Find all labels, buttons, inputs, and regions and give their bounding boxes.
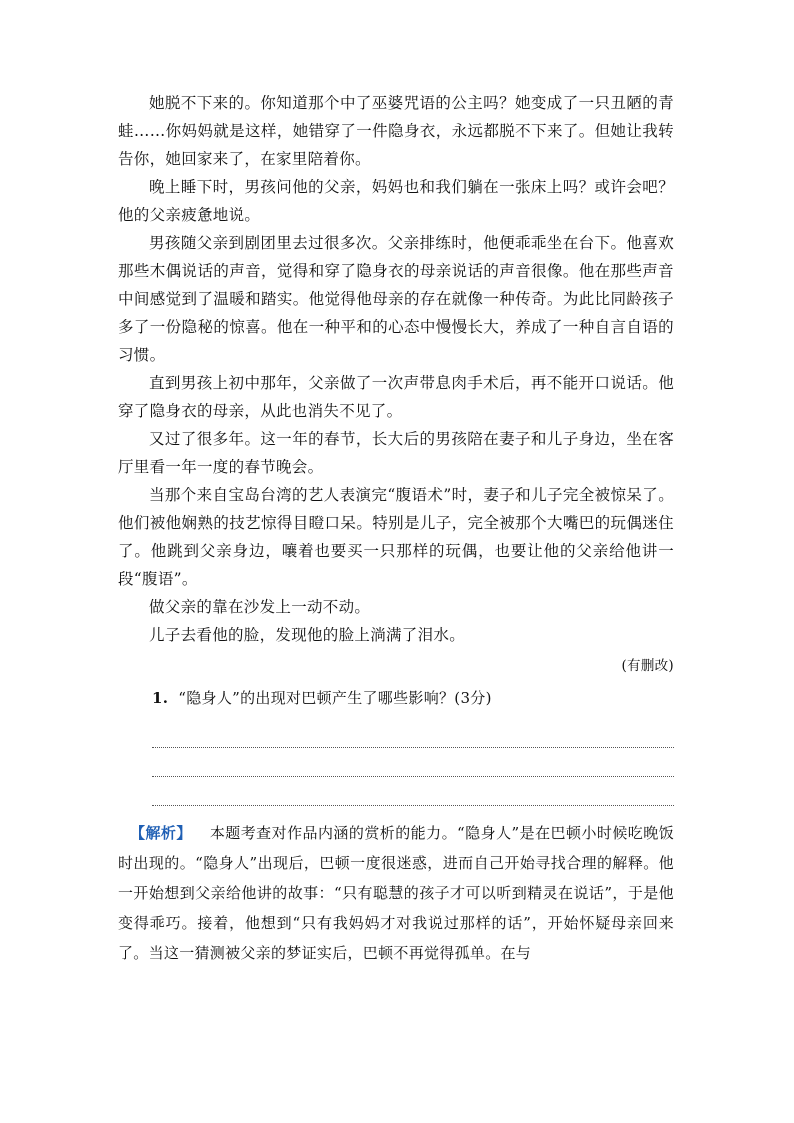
question-1 — [118, 683, 674, 713]
passage-paragraph-2: 晚上睡下时，男孩问他的父亲，妈妈也和我们躺在一张床上吗？或许会吧？他的父亲疲惫地说。 — [118, 178, 674, 224]
analysis-tag: 【解析】 — [130, 824, 192, 842]
passage-paragraph-6: 当那个来自宝岛台湾的艺人表演完“腹语术”时，妻子和儿子完全被惊呆了。他们被他娴熟的技艺惊得目瞪口呆。特别是儿子，完全被那个大嘴巴的玩偶迷住了。他跳到父亲身边，嚷着也要买一只那样的玩偶，也要让他的父亲给他讲一段“腹语”。 — [118, 486, 674, 588]
passage-paragraph-8: 儿子去看他的脸，发现他的脸上淌满了泪水。 — [149, 626, 466, 644]
edit-note: (有删改) — [621, 658, 674, 674]
question-text: “隐身人”的出现对巴顿产生了哪些影响？(3分) — [178, 689, 492, 707]
answer-lines — [152, 719, 674, 806]
passage-paragraph-7: 做父亲的靠在沙发上一动不动。 — [149, 598, 371, 616]
passage-paragraph-4: 直到男孩上初中那年，父亲做了一次声带息肉手术后，再不能开口说话。他穿了隐身衣的母亲，从此也消失不见了。 — [118, 374, 674, 420]
answer-line[interactable] — [152, 748, 674, 777]
passage-paragraph-3: 男孩随父亲到剧团里去过很多次。父亲排练时，他便乖乖坐在台下。他喜欢那些木偶说话的声音，觉得和穿了隐身衣的母亲说话的声音很像。他在那些声音中间感觉到了温暖和踏实。他觉得他母亲的存在就像一种传奇。为此比同龄孩子多了一份隐秘的惊喜。他在一种平和的心态中慢慢长大，养成了一种自言自语的习惯。 — [118, 234, 674, 364]
analysis-text: 本题考查对作品内涵的赏析的能力。“隐身人”是在巴顿小时候吃晚饭时出现的。“隐身人”出现后，巴顿一度很迷惑，进而自己开始寻找合理的解释。他一开始想到父亲给他讲的故事：“只有聪慧的孩子才可以听到精灵在说话”，于是他变得乖巧。接着，他想到“只有我妈妈才对我说过那样的话”，开始怀疑母亲回来了。当这一猜测被父亲的梦证实后，巴顿不再觉得孤单。在与 — [118, 824, 675, 962]
answer-line[interactable] — [152, 777, 674, 806]
question-number: 1. — [152, 689, 169, 707]
passage-paragraph-1: 她脱不下来的。你知道那个中了巫婆咒语的公主吗？她变成了一只丑陋的青蛙……你妈妈就是这样，她错穿了一件隐身衣，永远都脱不下来了。但她让我转告你，她回家来了，在家里陪着你。 — [118, 94, 674, 168]
analysis-section — [118, 818, 674, 968]
passage-content — [118, 89, 674, 968]
passage-paragraph-5: 又过了很多年。这一年的春节，长大后的男孩陪在妻子和儿子身边，坐在客厅里看一年一度的春节晚会。 — [118, 430, 674, 476]
answer-line[interactable] — [152, 719, 674, 748]
